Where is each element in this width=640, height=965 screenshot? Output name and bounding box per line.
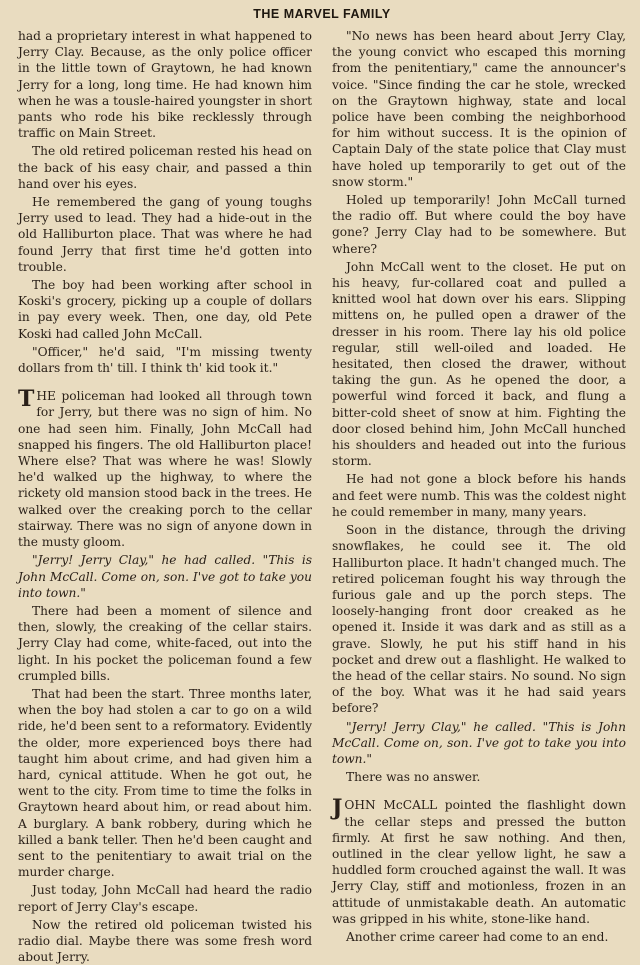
paragraph: Now the retired old policeman twisted his radio dial. Maybe there was some fresh word about Jerry.: [18, 917, 312, 965]
paragraph: John McCall went to the closet. He put on his heavy, fur-collared coat and pulled a knitted wool hat down over his ears. Slipping mittens on, he pulled open a drawer of the dresser in his room. There lay his old police regular, still well-oiled and loaded. He hesitated, then closed the drawer, without taking the gun. As he opened the door, a powerful wind forced it back, and flung a bitter-cold sheet of snow at him. Fighting the door closed behind him, John McCall hunched his shoulders and headed out into the furious storm.: [332, 259, 626, 469]
left-column: [18, 28, 312, 965]
paragraph: The boy had been working after school in Koski's grocery, picking up a couple of dollars in pay every week. Then, one day, old Pete Koski had called John McCall.: [18, 278, 312, 341]
paragraph: "No news has been heard about Jerry Clay, the young convict who escaped this morning from the penitentiary," came the announcer's voice. "Since finding the car he stole, wrecked on the Graytown highway, state and local police have been combing the neighborhood for him without success. It is the opinion of Captain Daly of the state police that Clay must have holed up temporarily to get out of the snow storm.": [332, 29, 626, 189]
paragraph: The old retired policeman rested his head on the back of his easy chair, and passed a thin hand over his eyes.: [18, 144, 312, 191]
paragraph: Holed up temporarily! John McCall turned the radio off. But where could the boy have gone? Jerry Clay had to be somewhere. But where?: [332, 193, 626, 256]
running-head: THE MARVEL FAMILY: [253, 7, 391, 21]
right-column: [332, 28, 626, 965]
paragraph: That had been the start. Three months later, when the boy had stolen a car to go on a wild ride, he'd been sent to a reformatory. Evidently the older, more experienced boys there had taught him about crime, and had given him a hard, cynical attitude. When he got out, he went to the city. From time to time the folks in Graytown heard about him, or read about him. A burglary. A bank robbery, during which he killed a bank teller. Then he'd been caught and sent to the penitentiary to await trial on the murder charge.: [18, 686, 312, 880]
paragraph-dropcap: THE policeman had looked all through town for Jerry, but there was no sign of him. No one had seen him. Finally, John McCall had snapped his fingers. The old Halliburton place! Where else? That was where he was! Slowly he'd walked up the highway, to where the rickety old mansion stood back in the trees. He walked over the creaking porch to the cellar stairway. There was no sign of anyone down in the musty gloom.: [18, 386, 312, 550]
paragraph: "Jerry! Jerry Clay," he called. "This is John McCall. Come on, son. I've got to take you into town.": [332, 719, 626, 766]
paragraph: "Jerry! Jerry Clay," he had called. "This is John McCall. Come on, son. I've got to take you into town.": [18, 553, 312, 600]
paragraph: Another crime career had come to an end.: [346, 929, 609, 944]
paragraph: He had not gone a block before his hands and feet were numb. This was the coldest night he could remember in many, many years.: [332, 472, 626, 519]
paragraph: Soon in the distance, through the driving snowflakes, he could see it. The old Halliburton place. It hadn't changed much. The retired policeman fought his way through the furious gale and up the porch steps. The loosely-hanging front door creaked as he opened it. Inside it was dark and as still as a grave. Slowly, he put his stiff hand in his pocket and drew out a flashlight. He walked to the head of the cellar stairs. No sound. No sign of the boy. What was it he had said years before?: [332, 523, 626, 716]
paragraph: "Officer," he'd said, "I'm missing twenty dollars from th' till. I think th' kid took it.": [18, 344, 312, 376]
paragraph-dropcap: JOHN McCALL pointed the flashlight down the cellar steps and pressed the button firmly. At first he saw nothing. And then, outlined in the clear yellow light, he saw a huddled form crouched against the wall. It was Jerry Clay, stiff and motionless, frozen in an attitude of unmistakable death. An automatic was gripped in his white, stone-like hand.: [332, 795, 626, 926]
paragraph: Just today, John McCall had heard the radio report of Jerry Clay's escape.: [18, 883, 312, 914]
paragraph: had a proprietary interest in what happened to Jerry Clay. Because, as the only police officer in the little town of Graytown, he had known Jerry for a long, long time. He had known him when he was a tousle-haired youngster in short pants who rode his bike recklessly through traffic on Main Street.: [18, 29, 312, 141]
paragraph: There had been a moment of silence and then, slowly, the creaking of the cellar stairs. Jerry Clay had come, white-faced, out into the light. In his pocket the policeman found a few crumpled bills.: [18, 603, 312, 683]
paragraph: He remembered the gang of young toughs Jerry used to lead. They had a hide-out in the old Halliburton place. That was where he had found Jerry that first time he'd gotten into trouble.: [18, 195, 312, 274]
paragraph: There was no answer.: [346, 770, 481, 785]
text-columns: [18, 28, 626, 965]
